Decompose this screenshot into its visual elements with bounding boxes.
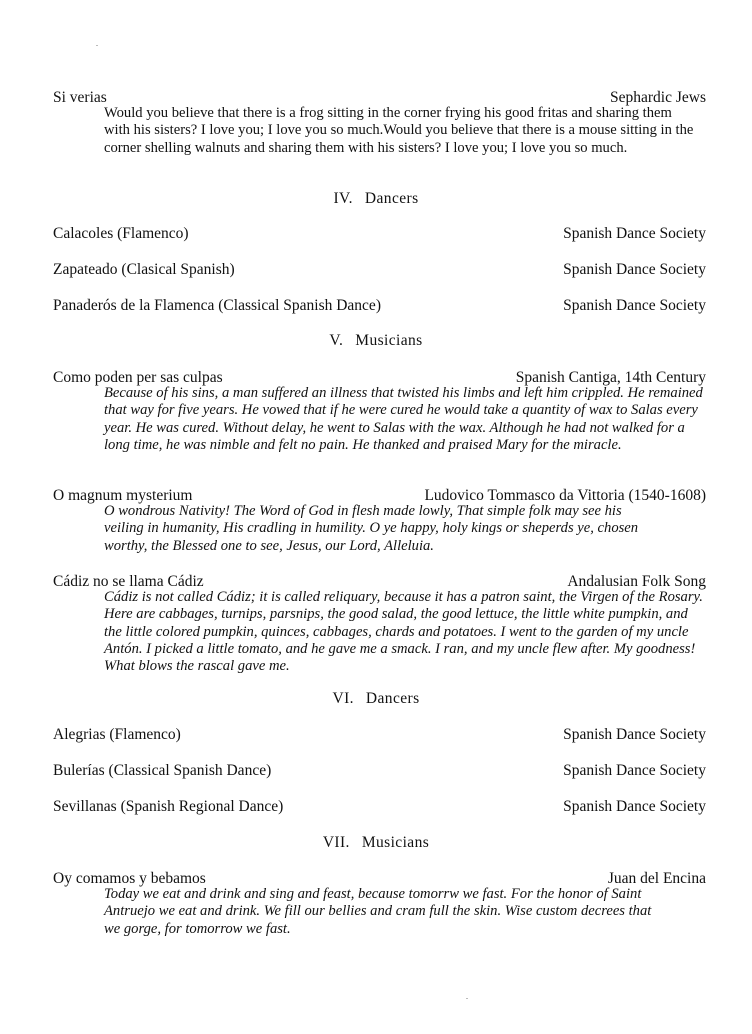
piece-title: Si verias — [53, 89, 107, 106]
section-numeral: IV. — [333, 190, 353, 207]
dance-title: Panaderós de la Flamenca (Classical Spanish Dance) — [53, 297, 381, 314]
piece-title: O magnum mysterium — [53, 487, 193, 504]
section-heading-vii — [0, 834, 752, 852]
dance-item — [53, 726, 706, 744]
piece-title: Oy comamos y bebamos — [53, 870, 206, 887]
section-label: Dancers — [364, 190, 419, 207]
dance-title: Zapateado (Clasical Spanish) — [53, 261, 235, 278]
piece-credit: Juan del Encina — [607, 870, 706, 887]
dance-item — [53, 798, 706, 816]
section-label: Musicians — [355, 332, 423, 349]
section-heading-iv — [0, 190, 752, 208]
scan-speck — [466, 998, 468, 999]
piece-description: O wondrous Nativity! The Word of God in flesh made lowly, That simple folk may see his veiling in humanity, His cradling in humility. O ye happy, holy kings or sheperds ye, chosen worthy, the Blessed one to see, Jesus, our Lord, Alleluia. — [104, 503, 639, 554]
piece-description: Today we eat and drink and sing and feast, because tomorrw we fast. For the honor of Saint Antruejo we eat and drink. We fill our bellies and cram full the skin. Wise custom decrees that we gorge, for tomorrow we fast. — [104, 886, 652, 937]
section-heading-v — [0, 332, 752, 350]
dance-title: Calacoles (Flamenco) — [53, 225, 189, 242]
section-numeral: VI. — [332, 690, 354, 707]
dance-credit: Spanish Dance Society — [563, 261, 706, 278]
dance-credit: Spanish Dance Society — [563, 762, 706, 779]
piece-description: Would you believe that there is a frog sitting in the corner frying his good fritas and sharing them with his sisters? I love you; I love you so much.Would you believe that there is a mouse sitting in the corner shelling walnuts and sharing them with his sisters? I love you; I love you so much. — [104, 105, 694, 156]
section-numeral: V. — [329, 332, 344, 349]
piece-credit: Spanish Cantiga, 14th Century — [515, 369, 706, 386]
section-label: Dancers — [365, 690, 420, 707]
piece-credit: Sephardic Jews — [610, 89, 706, 106]
dance-title: Alegrias (Flamenco) — [53, 726, 181, 743]
dance-credit: Spanish Dance Society — [563, 297, 706, 314]
piece-description: Because of his sins, a man suffered an illness that twisted his limbs and left him crippled. He remained that way for five years. He vowed that if he were cured he would take a quantity of wax to Salas every year. He was cured. Without delay, he went to Salas with the wax. Although he had not walked for a long time, he was nimble and felt no pain. He thanked and praised Mary for the miracle. — [104, 385, 703, 453]
piece-title: Cádiz no se llama Cádiz — [53, 573, 204, 590]
section-heading-vi — [0, 690, 752, 708]
dance-item — [53, 225, 706, 243]
piece-title: Como poden per sas culpas — [53, 369, 223, 386]
dance-credit: Spanish Dance Society — [563, 726, 706, 743]
scan-speck — [96, 45, 98, 46]
dance-credit: Spanish Dance Society — [563, 225, 706, 242]
dance-item — [53, 762, 706, 780]
section-numeral: VII. — [322, 834, 350, 851]
piece-description: Cádiz is not called Cádiz; it is called reliquary, because it has a patron saint, the Virgen of the Rosary. Here are cabbages, turnips, parsnips, the good salad, the good lettuce, the little white pumpkin, and the little colored pumpkin, quinces, cabbages, chards and potatoes. I went to the garden of my uncle Antón. I picked a little tomato, and he gave me a smack. I ran, and my uncle flew after. My goodness! What blows the rascal gave me. — [104, 589, 703, 675]
piece-credit: Andalusian Folk Song — [567, 573, 706, 590]
dance-title: Bulerías (Classical Spanish Dance) — [53, 762, 272, 779]
dance-credit: Spanish Dance Society — [563, 798, 706, 815]
piece-credit: Ludovico Tommasco da Vittoria (1540-1608) — [424, 487, 706, 504]
dance-item — [53, 261, 706, 279]
dance-title: Sevillanas (Spanish Regional Dance) — [53, 798, 284, 815]
dance-item — [53, 297, 706, 315]
section-label: Musicians — [361, 834, 430, 851]
